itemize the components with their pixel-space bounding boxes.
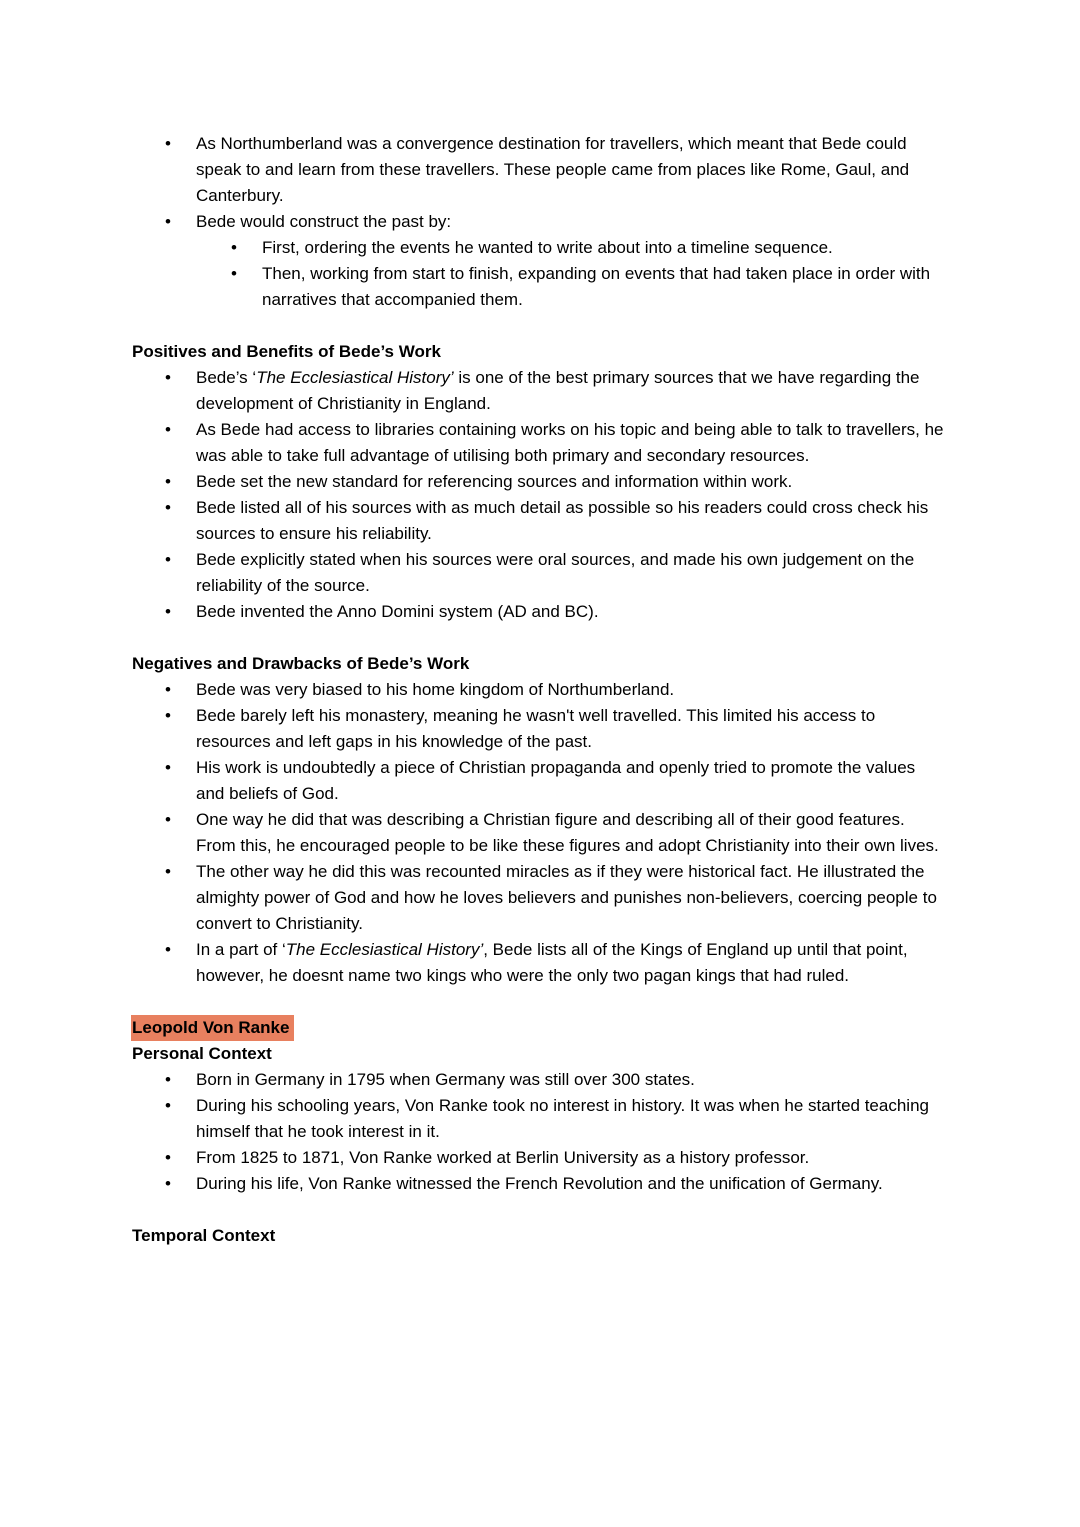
section-heading (132, 1223, 948, 1249)
list-item-text: Bede’s ‘The Ecclesiastical History’ is one of the best primary sources that we have regarding the development of Christianity in England. (196, 368, 920, 413)
bullet-marker: • (165, 1070, 171, 1089)
list-item (132, 859, 948, 937)
bullet-marker: • (165, 706, 171, 725)
bullet-marker: • (165, 758, 171, 777)
bullet-list (132, 677, 948, 989)
list-item-text: Bede set the new standard for referencing sources and information within work. (196, 472, 793, 491)
bullet-list (132, 365, 948, 625)
list-item (132, 599, 948, 625)
list-item (132, 807, 948, 859)
list-item (132, 261, 948, 313)
bullet-marker: • (165, 498, 171, 517)
bullet-marker: • (165, 862, 171, 881)
list-item (132, 469, 948, 495)
heading-text: Personal Context (132, 1044, 272, 1063)
list-item-text: Bede explicitly stated when his sources were oral sources, and made his own judgement on the reliability of the source. (196, 550, 915, 595)
bullet-marker: • (165, 420, 171, 439)
heading-text: Temporal Context (132, 1226, 276, 1245)
list-item (132, 1093, 948, 1145)
bullet-marker: • (165, 1096, 171, 1115)
heading-text: Positives and Benefits of Bede’s Work (132, 342, 441, 361)
list-item (132, 1067, 948, 1093)
bullet-marker: • (231, 238, 237, 257)
bullet-list (132, 1067, 948, 1197)
list-item (132, 209, 948, 235)
list-item-text: Bede barely left his monastery, meaning he wasn't well travelled. This limited his access to resources and left gaps in his knowledge of the past. (196, 706, 876, 751)
section-heading (132, 651, 948, 677)
heading-text: Negatives and Drawbacks of Bede’s Work (132, 654, 470, 673)
bullet-marker: • (165, 602, 171, 621)
list-item-text: Bede would construct the past by: (196, 212, 452, 231)
bullet-marker: • (165, 680, 171, 699)
list-item-text: During his life, Von Ranke witnessed the French Revolution and the unification of Germany. (196, 1174, 883, 1193)
list-item-text: In a part of ‘The Ecclesiastical History’, Bede lists all of the Kings of England up until that point, however, he doesnt name two kings who were the only two pagan kings that had ruled. (196, 940, 908, 985)
bullet-marker: • (165, 810, 171, 829)
list-item-text: Bede invented the Anno Domini system (AD and BC). (196, 602, 599, 621)
list-item (132, 703, 948, 755)
bullet-marker: • (165, 1148, 171, 1167)
list-item-text: One way he did that was describing a Christian figure and describing all of their good features. From this, he encouraged people to be like these figures and adopt Christianity into their own lives. (196, 810, 939, 855)
bullet-marker: • (165, 472, 171, 491)
list-item (132, 495, 948, 547)
list-item-text: The other way he did this was recounted miracles as if they were historical fact. He illustrated the almighty power of God and how he loves believers and punishes non-believers, coercing people to convert to Christianity. (196, 862, 937, 933)
section-heading (132, 1041, 948, 1067)
list-item-text: First, ordering the events he wanted to write about into a timeline sequence. (262, 238, 833, 257)
list-item (132, 937, 948, 989)
list-item (132, 235, 948, 261)
document-content (132, 131, 948, 1249)
bullet-marker: • (165, 1174, 171, 1193)
list-item (132, 131, 948, 209)
bullet-marker: • (165, 134, 171, 153)
list-item (132, 1145, 948, 1171)
highlighted-heading-text: Leopold Von Ranke (131, 1015, 294, 1041)
list-item (132, 677, 948, 703)
list-item-text: Bede listed all of his sources with as much detail as possible so his readers could cross check his sources to ensure his reliability. (196, 498, 929, 543)
list-item-text: His work is undoubtedly a piece of Christian propaganda and openly tried to promote the values and beliefs of God. (196, 758, 916, 803)
list-item (132, 547, 948, 599)
list-item-text: As Bede had access to libraries containing works on his topic and being able to talk to travellers, he was able to take full advantage of utilising both primary and secondary resources. (196, 420, 944, 465)
bullet-marker: • (165, 368, 171, 387)
bullet-list (132, 131, 948, 313)
list-item (132, 755, 948, 807)
list-item-text: As Northumberland was a convergence destination for travellers, which meant that Bede could speak to and learn from these travellers. These people came from places like Rome, Gaul, and Canterbury. (196, 134, 910, 205)
bullet-marker: • (165, 940, 171, 959)
list-item (132, 417, 948, 469)
list-item-text: During his schooling years, Von Ranke took no interest in history. It was when he started teaching himself that he took interest in it. (196, 1096, 929, 1141)
list-item-text: From 1825 to 1871, Von Ranke worked at Berlin University as a history professor. (196, 1148, 810, 1167)
bullet-marker: • (165, 212, 171, 231)
list-item (132, 365, 948, 417)
list-item-text: Then, working from start to finish, expanding on events that had taken place in order with narratives that accompanied them. (262, 264, 931, 309)
bullet-marker: • (231, 264, 237, 283)
bullet-marker: • (165, 550, 171, 569)
section-heading (132, 339, 948, 365)
list-item-text: Bede was very biased to his home kingdom of Northumberland. (196, 680, 675, 699)
list-item-text: Born in Germany in 1795 when Germany was still over 300 states. (196, 1070, 695, 1089)
list-item (132, 1171, 948, 1197)
section-heading (132, 1015, 948, 1041)
